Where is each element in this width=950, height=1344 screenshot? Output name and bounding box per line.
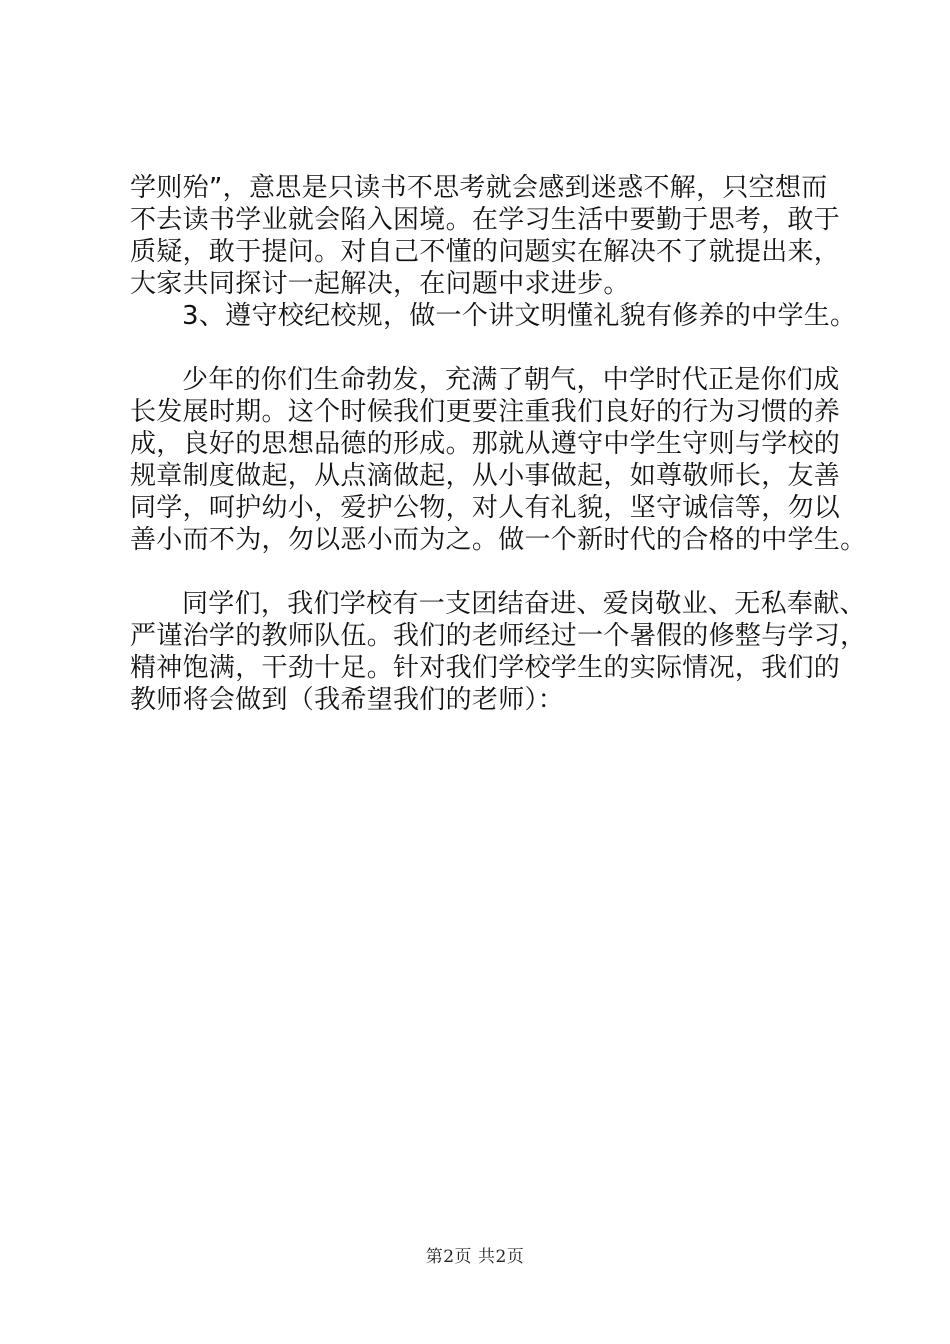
page-number-footer: 第2页 共2页 [425,1247,525,1267]
paragraph-1 [130,172,841,300]
text-line: 不去读书学业就会陷入困境。在学习生活中要勤于思考，敢于 [130,205,841,235]
paragraph-3 [130,364,867,556]
text-line: 同学们，我们学校有一支团结奋进、爱岗敬业、无私奉献、 [182,589,866,619]
paragraph-gap [130,556,830,588]
text-line: 精神饱满，干劲十足。针对我们学校学生的实际情况，我们的 [130,653,841,683]
text-line: 教师将会做到（我希望我们的老师）： [130,685,565,715]
text-line: 同学，呵护幼小，爱护公物，对人有礼貌，坚守诚信等，勿以 [130,493,841,523]
document-body [130,172,867,716]
paragraph-4 [130,588,867,716]
paragraph-2-heading [130,300,857,332]
text-line: 少年的你们生命勃发，充满了朝气，中学时代正是你们成 [182,365,840,395]
text-line: 学则殆”，意思是只读书不思考就会感到迷惑不解，只空想而 [130,173,828,203]
text-line: 长发展时期。这个时候我们更要注重我们良好的行为习惯的养 [130,397,841,427]
text-line: 规章制度做起，从点滴做起，从小事做起，如尊敬师长，友善 [130,461,841,491]
paragraph-gap [130,332,830,364]
text-line: 成，良好的思想品德的形成。那就从遵守中学生守则与学校的 [130,429,841,459]
text-line: 严谨治学的教师队伍。我们的老师经过一个暑假的修整与学习， [130,621,867,651]
text-line: 善小而不为，勿以恶小而为之。做一个新时代的合格的中学生。 [130,525,867,555]
section-heading: 3、遵守校纪校规，做一个讲文明懂礼貌有修养的中学生。 [182,301,857,331]
text-line: 质疑，敢于提问。对自己不懂的问题实在解决不了就提出来， [130,237,841,267]
text-line: 大家共同探讨一起解决，在问题中求进步。 [130,269,630,299]
